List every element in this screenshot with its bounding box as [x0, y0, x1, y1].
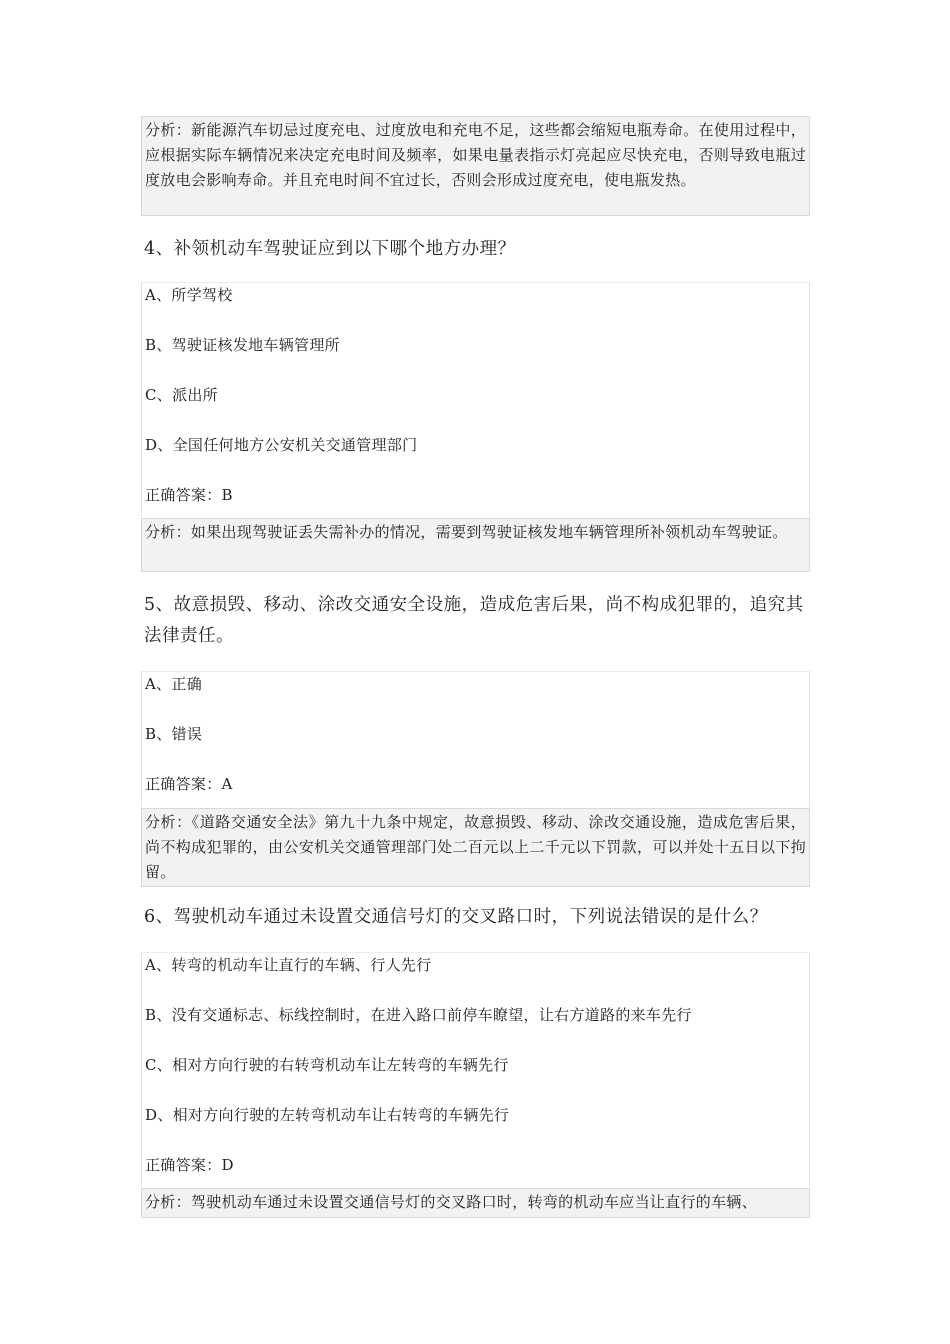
q4-option-b[interactable]: B、驾驶证核发地车辆管理所: [145, 336, 340, 354]
q4-answer: 正确答案：B: [145, 486, 233, 504]
q6-options: [141, 952, 810, 1187]
q5-option-a[interactable]: A、正确: [145, 675, 203, 693]
q6-question: 6、驾驶机动车通过未设置交通信号灯的交叉路口时，下列说法错误的是什么？: [144, 907, 768, 927]
q4-option-d[interactable]: D、全国任何地方公安机关交通管理部门: [145, 436, 418, 454]
q6-analysis: 分析：驾驶机动车通过未设置交通信号灯的交叉路口时，转弯的机动车应当让直行的车辆、: [141, 1188, 810, 1218]
q6-option-b[interactable]: B、没有交通标志、标线控制时，在进入路口前停车瞭望，让右方道路的来车先行: [145, 1006, 692, 1024]
q4-question: 4、补领机动车驾驶证应到以下哪个地方办理？: [144, 239, 516, 259]
q4-analysis: 分析：如果出现驾驶证丢失需补办的情况，需要到驾驶证核发地车辆管理所补领机动车驾驶证。: [141, 518, 810, 572]
q4-option-a[interactable]: A、所学驾校: [145, 286, 233, 304]
q4-options: [141, 282, 810, 517]
q6-option-c[interactable]: C、相对方向行驶的右转弯机动车让左转弯的车辆先行: [145, 1056, 509, 1074]
q5-option-b[interactable]: B、错误: [145, 725, 203, 743]
q5-analysis: 分析：《道路交通安全法》第九十九条中规定，故意损毁、移动、涂改交通设施，造成危害后果，尚不构成犯罪的，由公安机关交通管理部门处二百元以上二千元以下罚款，可以并处十五日以下拘留。: [141, 808, 810, 887]
q5-options: [141, 671, 810, 807]
q6-option-d[interactable]: D、相对方向行驶的左转弯机动车让右转弯的车辆先行: [145, 1106, 510, 1124]
q4-option-c[interactable]: C、派出所: [145, 386, 218, 404]
q6-answer: 正确答案：D: [145, 1156, 234, 1174]
q5-question: 5、故意损毁、移动、涂改交通安全设施，造成危害后果，尚不构成犯罪的，追究其法律责任。: [144, 595, 804, 646]
q3-analysis: 分析：新能源汽车切忌过度充电、过度放电和充电不足，这些都会缩短电瓶寿命。在使用过程中，应根据实际车辆情况来决定充电时间及频率，如果电量表指示灯亮起应尽快充电，否则导致电瓶过度放电会影响寿命。并且充电时间不宜过长，否则会形成过度充电，使电瓶发热。: [141, 116, 810, 216]
q6-option-a[interactable]: A、转弯的机动车让直行的车辆、行人先行: [145, 956, 432, 974]
q5-answer: 正确答案：A: [145, 775, 233, 793]
